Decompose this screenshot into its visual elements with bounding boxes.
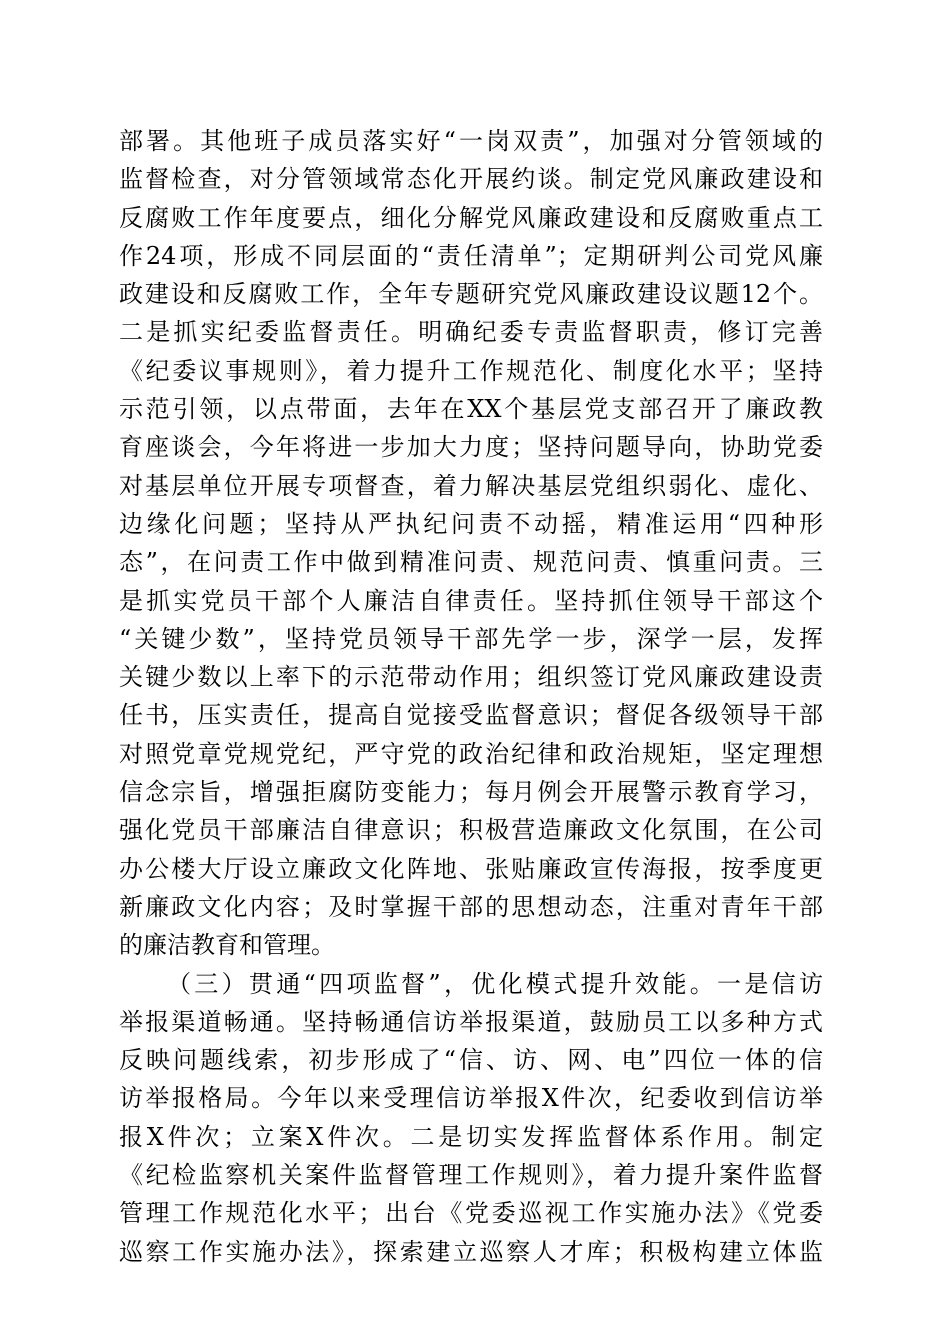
text-line: 对基层单位开展专项督查，着力解决基层党组织弱化、虚化、 [119,471,823,500]
text-line: 办公楼大厅设立廉政文化阵地、张贴廉政宣传海报，按季度更 [119,854,823,883]
text-line: 边缘化问题；坚持从严执纪问责不动摇，精准运用“四种形 [119,509,823,538]
text-line: 《纪委议事规则》，着力提升工作规范化、制度化水平；坚持 [119,356,823,385]
text-line: 报X件次；立案X件次。二是切实发挥监督体系作用。制定 [119,1122,823,1151]
text-line: 监督检查，对分管领域常态化开展约谈。制定党风廉政建设和 [119,165,823,194]
paragraph-end-line: 的廉洁教育和管理。 [119,931,335,960]
section-heading-line: （三）贯通“四项监督”，优化模式提升效能。一是信访 [167,969,823,998]
text-line: 巡察工作实施办法》，探索建立巡察人才库；积极构建立体监 [119,1237,823,1266]
text-line: 访举报格局。今年以来受理信访举报X件次，纪委收到信访举 [119,1084,823,1113]
text-line: 强化党员干部廉洁自律意识；积极营造廉政文化氛围，在公司 [119,816,823,845]
text-line: 二是抓实纪委监督责任。明确纪委专责监督职责，修订完善 [119,318,823,347]
text-line: 政建设和反腐败工作，全年专题研究党风廉政建设议题12个。 [119,280,823,309]
text-line: 反腐败工作年度要点，细化分解党风廉政建设和反腐败重点工 [119,203,823,232]
text-line: 举报渠道畅通。坚持畅通信访举报渠道，鼓励员工以多种方式 [119,1007,823,1036]
text-line: 作24项，形成不同层面的“责任清单”；定期研判公司党风廉 [119,241,823,270]
text-line: 是抓实党员干部个人廉洁自律责任。坚持抓住领导干部这个 [119,586,823,615]
text-line: 示范引领，以点带面，去年在XX个基层党支部召开了廉政教 [119,395,823,424]
text-line: 信念宗旨，增强拒腐防变能力；每月例会开展警示教育学习， [119,778,823,807]
body-text [119,122,823,1271]
text-line: 新廉政文化内容；及时掌握干部的思想动态，注重对青年干部 [119,892,823,921]
text-line: 态”，在问责工作中做到精准问责、规范问责、慎重问责。三 [119,548,823,577]
text-line: 任书，压实责任，提高自觉接受监督意识；督促各级领导干部 [119,701,823,730]
text-line: 关键少数以上率下的示范带动作用；组织签订党风廉政建设责 [119,663,823,692]
text-line: 对照党章党规党纪，严守党的政治纪律和政治规矩，坚定理想 [119,739,823,768]
text-line: 部署。其他班子成员落实好“一岗双责”，加强对分管领域的 [119,127,823,155]
text-line: 育座谈会，今年将进一步加大力度；坚持问题导向，协助党委 [119,433,823,462]
text-line: 反映问题线索，初步形成了“信、访、网、电”四位一体的信 [119,1046,823,1075]
text-line: 《纪检监察机关案件监督管理工作规则》，着力提升案件监督 [119,1161,823,1190]
text-line: “关键少数”，坚持党员领导干部先学一步，深学一层，发挥 [119,624,823,653]
text-line: 管理工作规范化水平；出台《党委巡视工作实施办法》《党委 [119,1199,823,1228]
